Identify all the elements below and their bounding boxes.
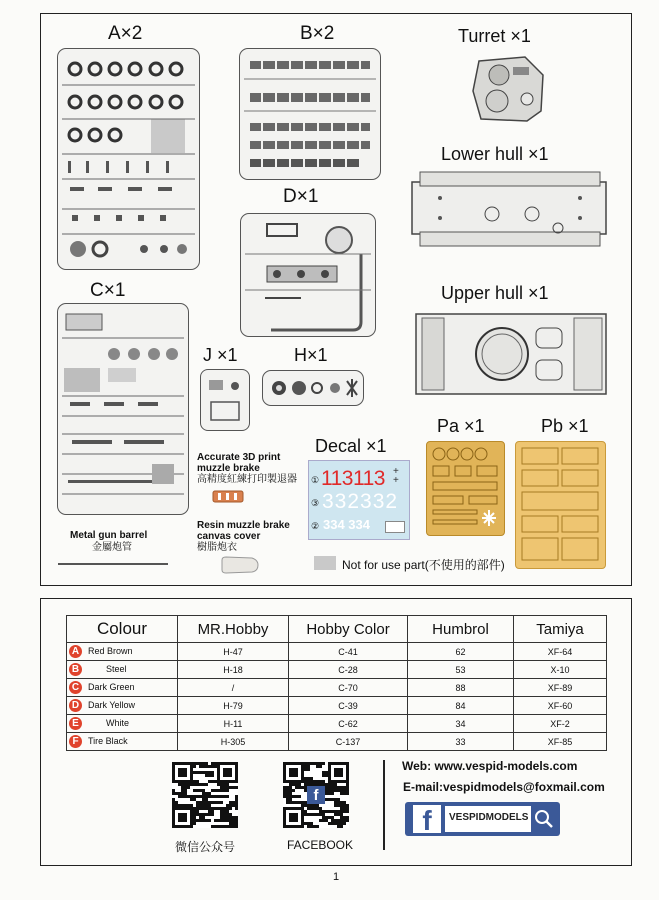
colour-name-cell [67, 643, 178, 661]
mrhobby-cell: H-79 [178, 697, 289, 715]
humbrol-cell: 34 [408, 715, 514, 733]
resin-cover-note-cn: 樹脂炮衣 [197, 542, 237, 553]
facebook-label: FACEBOOK [287, 838, 354, 852]
colour-name: Tire Black [88, 735, 128, 746]
hobby-color-cell: C-28 [289, 661, 408, 679]
sprue-d-image [240, 213, 376, 337]
search-icon[interactable] [533, 808, 555, 830]
header-mrhobby: MR.Hobby [178, 616, 289, 643]
label-turret: Turret ×1 [458, 26, 531, 46]
hobby-color-cell: C-39 [289, 697, 408, 715]
colour-letter-badge: E [69, 717, 82, 730]
gun-barrel-note-en: Metal gun barrel [70, 530, 148, 541]
colour-name: White [106, 717, 130, 728]
colour-name-cell [67, 733, 178, 751]
gun-barrel-note-cn: 金屬炮管 [92, 542, 132, 553]
turret-image [469, 53, 549, 125]
colour-letter-badge: A [69, 645, 82, 658]
humbrol-cell: 33 [408, 733, 514, 751]
colour-name: Dark Yellow [88, 699, 136, 710]
decal-row-3: 334 334 [323, 517, 370, 532]
tamiya-cell: XF-60 [514, 697, 607, 715]
hobby-color-cell: C-62 [289, 715, 408, 733]
label-sprue-j: J ×1 [203, 345, 238, 365]
muzzle-brake-note-en1: Accurate 3D print [197, 452, 281, 463]
colour-name: Steel [106, 663, 127, 674]
sprue-c-image [57, 303, 189, 515]
sprue-a-image [57, 48, 200, 270]
header-colour: Colour [67, 616, 178, 643]
resin-cover-note-en2: canvas cover [197, 531, 261, 542]
colour-table-header [67, 616, 607, 643]
facebook-page-box[interactable] [405, 802, 560, 836]
wechat-qr-code-icon[interactable] [172, 762, 238, 828]
muzzle-brake-note-cn: 高精度紅練打印製退器 [197, 474, 297, 485]
facebook-page-name-text: VESPIDMODELS [449, 812, 529, 823]
mrhobby-cell: H-11 [178, 715, 289, 733]
label-sprue-b: B×2 [300, 23, 335, 44]
label-sprue-h: H×1 [294, 345, 328, 365]
label-sprue-c: C×1 [90, 280, 126, 301]
facebook-qr-code-icon[interactable] [283, 762, 349, 828]
wechat-label: 微信公众号 [175, 840, 236, 854]
label-lower-hull: Lower hull ×1 [441, 144, 549, 164]
humbrol-cell: 84 [408, 697, 514, 715]
humbrol-cell: 53 [408, 661, 514, 679]
sprue-j-image [200, 369, 250, 431]
decal-sheet [308, 460, 410, 540]
decal-row-1: 113113 [321, 467, 385, 490]
header-hobby-color: Hobby Color [289, 616, 408, 643]
table-row [67, 697, 607, 715]
table-row [67, 643, 607, 661]
humbrol-cell: 62 [408, 643, 514, 661]
mrhobby-cell: H-47 [178, 643, 289, 661]
label-sprue-a: A×2 [108, 23, 143, 44]
colour-table [66, 615, 607, 751]
mrhobby-cell: / [178, 679, 289, 697]
page-number: 1 [333, 871, 340, 883]
sprue-d-drawing [241, 214, 375, 336]
sprue-c-drawing [58, 304, 188, 514]
colour-name: Dark Green [88, 681, 135, 692]
contact-divider [383, 760, 385, 850]
hobby-color-cell: C-70 [289, 679, 408, 697]
colour-letter-badge: B [69, 663, 82, 676]
mrhobby-cell: H-305 [178, 733, 289, 751]
colour-name-cell [67, 661, 178, 679]
hobby-color-cell: C-41 [289, 643, 408, 661]
humbrol-cell: 88 [408, 679, 514, 697]
facebook-logo-icon: f [413, 805, 441, 833]
colour-name-cell [67, 715, 178, 733]
colour-letter-badge: C [69, 681, 82, 694]
facebook-icon: f [307, 786, 325, 804]
decal-mark-3: ② [311, 521, 320, 531]
table-row [67, 733, 607, 751]
resin-cover-image [220, 556, 260, 574]
colour-name-cell [67, 697, 178, 715]
resin-cover-note-en1: Resin muzzle brake [197, 520, 290, 531]
colour-name-cell [67, 679, 178, 697]
colour-letter-badge: D [69, 699, 82, 712]
gun-barrel-image [58, 563, 168, 565]
sprue-b-image [239, 48, 381, 180]
decal-plus-marks: + + [393, 466, 399, 486]
label-upper-hull: Upper hull ×1 [441, 283, 549, 303]
muzzle-brake-note-en2: muzzle brake [197, 463, 260, 474]
muzzle-brake-image [212, 489, 246, 505]
label-decal: Decal ×1 [315, 436, 387, 456]
tamiya-cell: XF-2 [514, 715, 607, 733]
not-for-use-swatch [314, 556, 336, 570]
label-pa: Pa ×1 [437, 416, 485, 436]
colour-name: Red Brown [88, 645, 133, 656]
sprue-h-image [262, 370, 364, 406]
tamiya-cell: XF-64 [514, 643, 607, 661]
decal-row-2: 332332 [322, 490, 399, 513]
header-tamiya: Tamiya [514, 616, 607, 643]
mrhobby-cell: H-18 [178, 661, 289, 679]
photo-etch-pb-image [515, 441, 606, 569]
label-pb: Pb ×1 [541, 416, 589, 436]
not-for-use-label: Not for use part(不使用的部件) [342, 558, 505, 572]
hobby-color-cell: C-137 [289, 733, 408, 751]
decal-mark-2: ③ [311, 498, 320, 508]
label-sprue-d: D×1 [283, 186, 319, 207]
lower-hull-image [410, 170, 610, 250]
tamiya-cell: X-10 [514, 661, 607, 679]
table-row [67, 661, 607, 679]
tamiya-cell: XF-89 [514, 679, 607, 697]
table-row [67, 715, 607, 733]
photo-etch-pa-image [426, 441, 505, 536]
decal-mark-1: ① [311, 475, 320, 485]
tamiya-cell: XF-85 [514, 733, 607, 751]
website-link[interactable]: Web: www.vespid-models.com [402, 759, 578, 773]
header-humbrol: Humbrol [408, 616, 514, 643]
sprue-b-drawing [240, 49, 380, 179]
upper-hull-image [414, 310, 610, 398]
decal-logo [385, 521, 405, 533]
email-link[interactable]: E-mail:vespidmodels@foxmail.com [403, 780, 605, 794]
colour-letter-badge: F [69, 735, 82, 748]
table-row [67, 679, 607, 697]
sprue-a-drawing [58, 49, 199, 269]
